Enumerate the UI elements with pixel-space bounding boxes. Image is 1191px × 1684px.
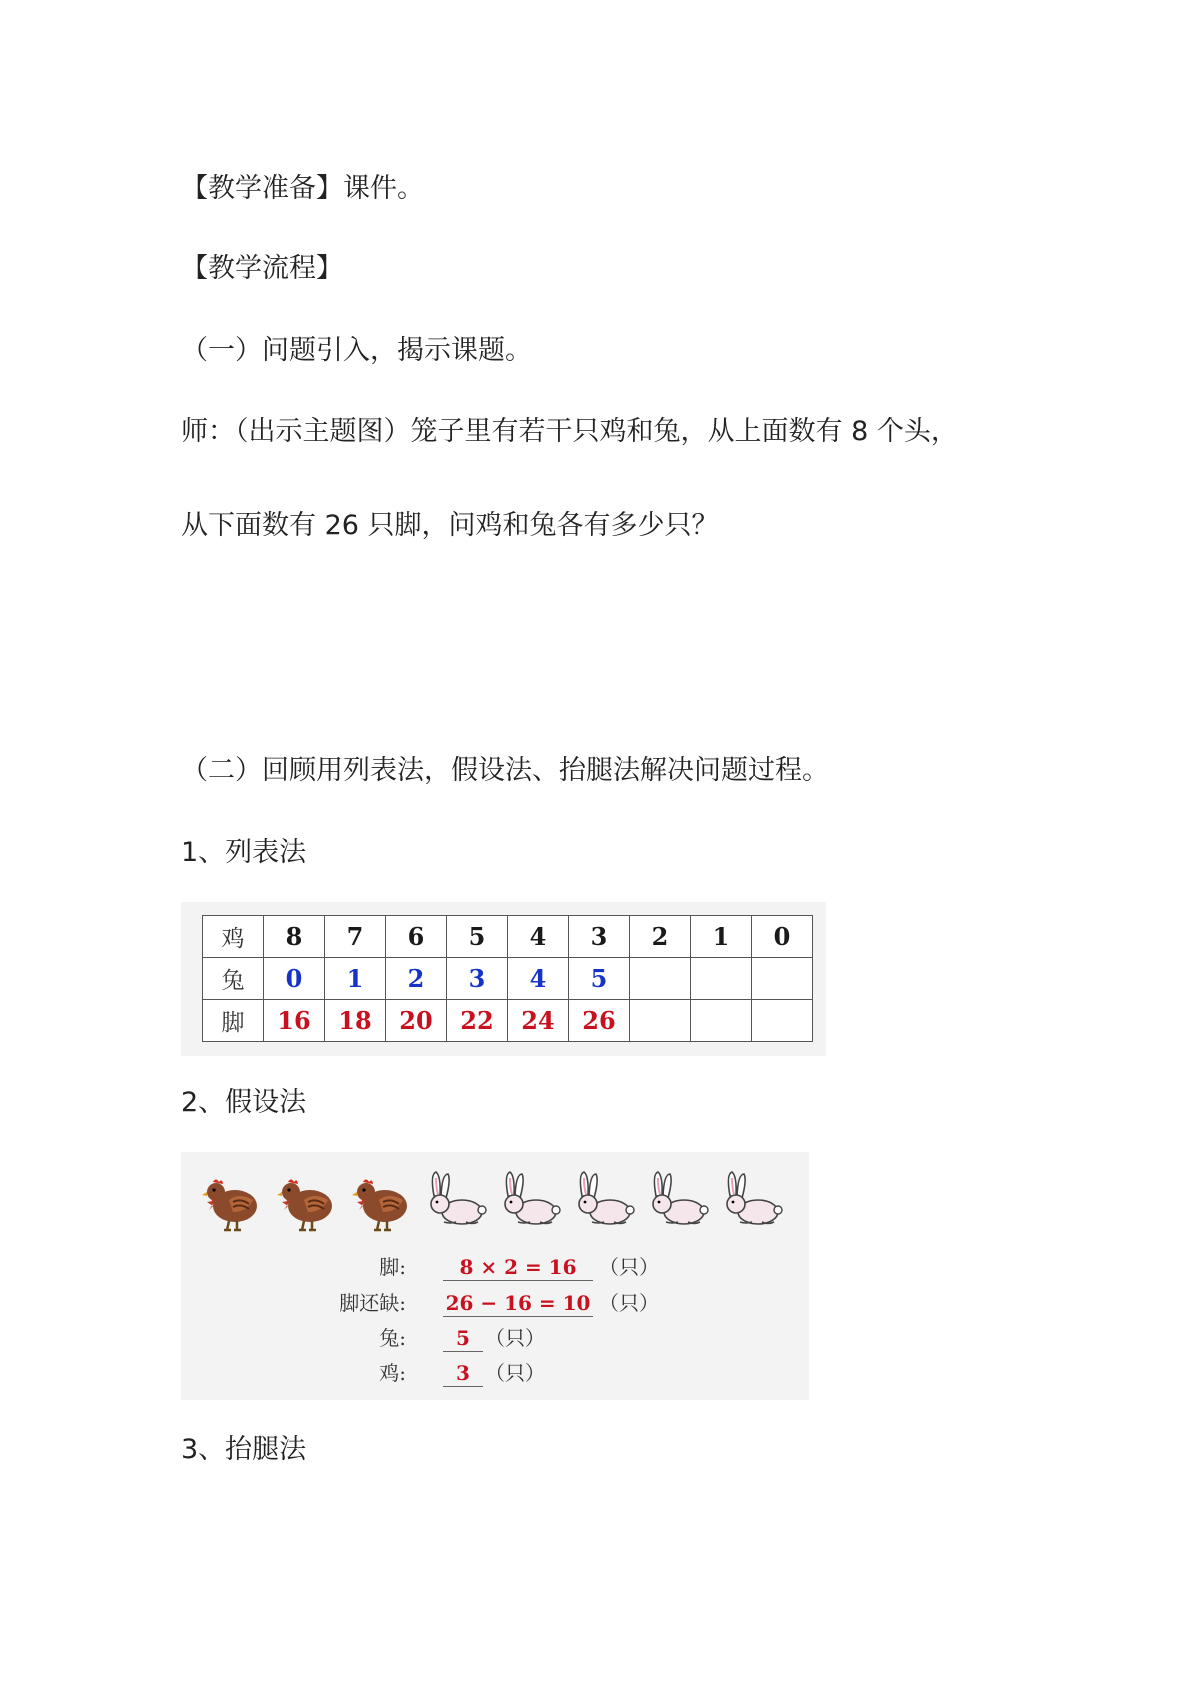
method-one-heading: 1、列表法	[181, 837, 307, 868]
rabbit-row	[181, 1325, 801, 1351]
table-cell: 6	[386, 916, 447, 958]
feet-unit: （只）	[599, 1255, 659, 1279]
table-row-label: 脚	[203, 1000, 264, 1042]
table-cell: 0	[752, 916, 813, 958]
chicken-value: 3	[443, 1360, 483, 1387]
table-cell	[630, 1000, 691, 1042]
list-method-figure	[181, 902, 826, 1056]
table-cell: 24	[508, 1000, 569, 1042]
section-two-heading: （二）回顾用列表法，假设法、抬腿法解决问题过程。	[181, 755, 829, 786]
table-cell: 5	[569, 958, 630, 1000]
table-cell	[630, 958, 691, 1000]
chicken-rabbit-table	[202, 915, 813, 1042]
table-cell: 3	[447, 958, 508, 1000]
table-cell: 22	[447, 1000, 508, 1042]
table-cell: 1	[691, 916, 752, 958]
table-row-label: 兔	[203, 958, 264, 1000]
missing-feet-label: 脚还缺:	[339, 1291, 406, 1315]
table-cell: 18	[325, 1000, 386, 1042]
rabbit-value: 5	[443, 1325, 483, 1352]
chicken-row	[181, 1360, 801, 1386]
teaching-prep: 【教学准备】课件。	[181, 173, 424, 204]
missing-feet-unit: （只）	[599, 1291, 659, 1315]
table-cell: 8	[264, 916, 325, 958]
table-cell: 7	[325, 916, 386, 958]
table-cell: 26	[569, 1000, 630, 1042]
feet-value: 8 × 2 = 16	[443, 1254, 593, 1281]
assumption-method-figure	[181, 1152, 809, 1400]
table-cell: 4	[508, 916, 569, 958]
table-cell: 4	[508, 958, 569, 1000]
table-row	[203, 1000, 813, 1042]
table-cell	[691, 1000, 752, 1042]
table-cell: 16	[264, 1000, 325, 1042]
feet-label: 脚:	[379, 1255, 406, 1279]
teaching-flow-heading: 【教学流程】	[181, 253, 343, 284]
table-cell	[691, 958, 752, 1000]
teacher-question-line-1: 师：（出示主题图）笼子里有若干只鸡和兔，从上面数有 8 个头，	[181, 416, 958, 447]
table-cell: 1	[325, 958, 386, 1000]
table-row	[203, 916, 813, 958]
table-cell: 2	[630, 916, 691, 958]
method-three-heading: 3、抬腿法	[181, 1434, 307, 1465]
teacher-question-line-2: 从下面数有 26 只脚，问鸡和兔各有多少只？	[181, 510, 719, 541]
table-cell: 20	[386, 1000, 447, 1042]
table-cell	[752, 1000, 813, 1042]
chicken-unit: （只）	[485, 1361, 545, 1385]
method-two-heading: 2、假设法	[181, 1087, 307, 1118]
missing-feet-value: 26 − 16 = 10	[443, 1290, 593, 1317]
section-one-heading: （一）问题引入，揭示课题。	[181, 335, 532, 366]
feet-row	[181, 1254, 801, 1280]
table-cell: 3	[569, 916, 630, 958]
rabbit-unit: （只）	[485, 1326, 545, 1350]
table-cell: 5	[447, 916, 508, 958]
table-cell: 0	[264, 958, 325, 1000]
table-row	[203, 958, 813, 1000]
missing-feet-row	[181, 1290, 801, 1316]
table-row-label: 鸡	[203, 916, 264, 958]
chicken-label: 鸡:	[379, 1361, 406, 1385]
table-cell: 2	[386, 958, 447, 1000]
table-cell	[752, 958, 813, 1000]
rabbit-label: 兔:	[379, 1326, 406, 1350]
